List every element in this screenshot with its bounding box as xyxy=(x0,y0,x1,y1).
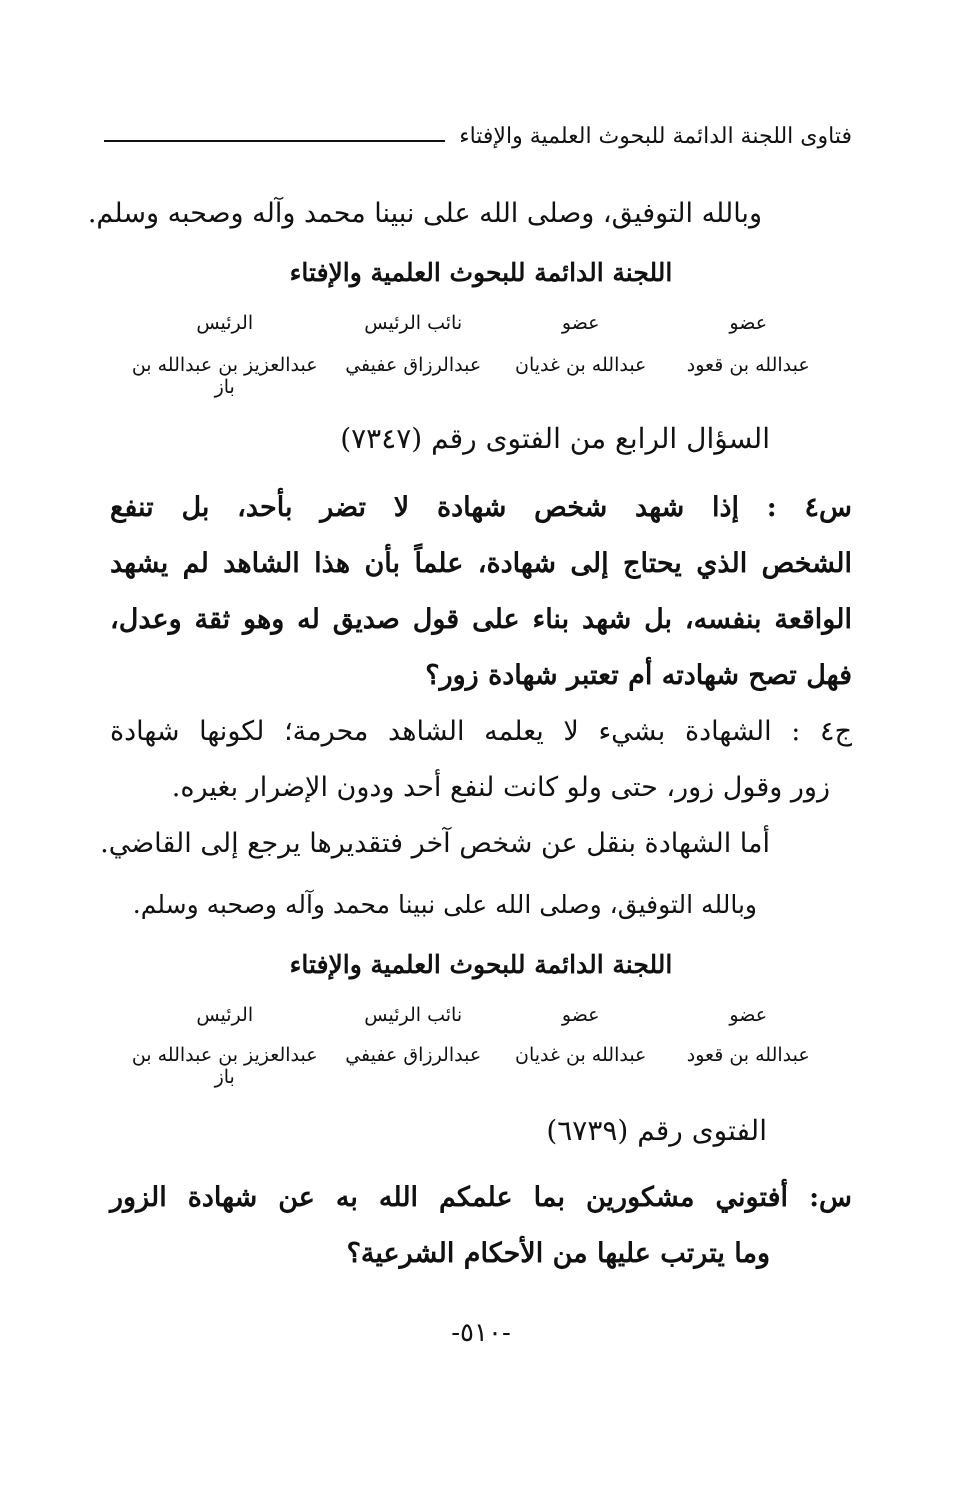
running-header-title: فتاوى اللجنة الدائمة للبحوث العلمية والإفتاء xyxy=(459,124,852,149)
role-vice-president: نائب الرئيس xyxy=(364,312,463,334)
question-line: وما يترتب عليها من الأحكام الشرعية؟ xyxy=(346,1238,770,1269)
question-line: س٤ : إذا شهد شخص شهادة لا تضر بأحد، بل تنفع xyxy=(110,492,852,523)
role-president: الرئيس xyxy=(196,312,254,334)
question-line: فهل تصح شهادته أم تعتبر شهادة زور؟ xyxy=(425,660,852,691)
fatwa-heading: السؤال الرابع من الفتوى رقم (٧٣٤٧) xyxy=(340,422,770,455)
answer-line: ج٤ : الشهادة بشيء لا يعلمه الشاهد محرمة؛ لكونها شهادة xyxy=(110,716,852,747)
signatory-name: عبدالله بن غديان xyxy=(515,354,647,376)
role-member-2: عضو xyxy=(561,1004,600,1026)
committee-title: اللجنة الدائمة للبحوث العلمية والإفتاء xyxy=(289,950,673,979)
signatory-name: عبدالرزاق عفيفي xyxy=(345,354,482,376)
signatory-names xyxy=(120,1044,832,1088)
closing-formula: وبالله التوفيق، وصلى الله على نبينا محمد وآله وصحبه وسلم. xyxy=(87,198,762,229)
question-line: الواقعة بنفسه، بل شهد بناء على قول صديق له وهو ثقة وعدل، xyxy=(110,604,852,635)
running-header xyxy=(104,124,852,149)
signatory-name: عبدالعزيز بن عبدالله بن باز xyxy=(131,354,318,398)
signatory-name: عبدالعزيز بن عبدالله بن باز xyxy=(131,1044,318,1088)
role-member-2: عضو xyxy=(561,312,600,334)
signatory-name: عبدالله بن غديان xyxy=(515,1044,647,1066)
closing-formula: وبالله التوفيق، وصلى الله على نبينا محمد وآله وصحبه وسلم. xyxy=(132,890,757,919)
signatory-roles xyxy=(120,1004,832,1026)
answer-line: أما الشهادة بنقل عن شخص آخر فتقديرها يرجع إلى القاضي. xyxy=(100,828,770,859)
signatory-name: عبدالله بن قعود xyxy=(686,354,810,376)
role-president: الرئيس xyxy=(196,1004,254,1026)
page-number: -٥١٠- xyxy=(451,1318,511,1348)
question-line: الشخص الذي يحتاج إلى شهادة، علماً بأن هذا الشاهد لم يشهد xyxy=(110,548,852,579)
fatwa-heading: الفتوى رقم (٦٧٣٩) xyxy=(546,1114,767,1147)
role-member-1: عضو xyxy=(729,312,768,334)
question-line: س: أفتوني مشكورين بما علمكم الله به عن شهادة الزور xyxy=(110,1182,852,1213)
committee-title: اللجنة الدائمة للبحوث العلمية والإفتاء xyxy=(289,258,673,287)
header-rule xyxy=(104,140,445,142)
signatory-name: عبدالرزاق عفيفي xyxy=(345,1044,482,1066)
role-member-1: عضو xyxy=(729,1004,768,1026)
signatory-names xyxy=(120,354,832,398)
signatory-roles xyxy=(120,312,832,334)
role-vice-president: نائب الرئيس xyxy=(364,1004,463,1026)
answer-line: زور وقول زور، حتى ولو كانت لنفع أحد ودون الإضرار بغيره. xyxy=(171,772,830,803)
signatory-name: عبدالله بن قعود xyxy=(686,1044,810,1066)
